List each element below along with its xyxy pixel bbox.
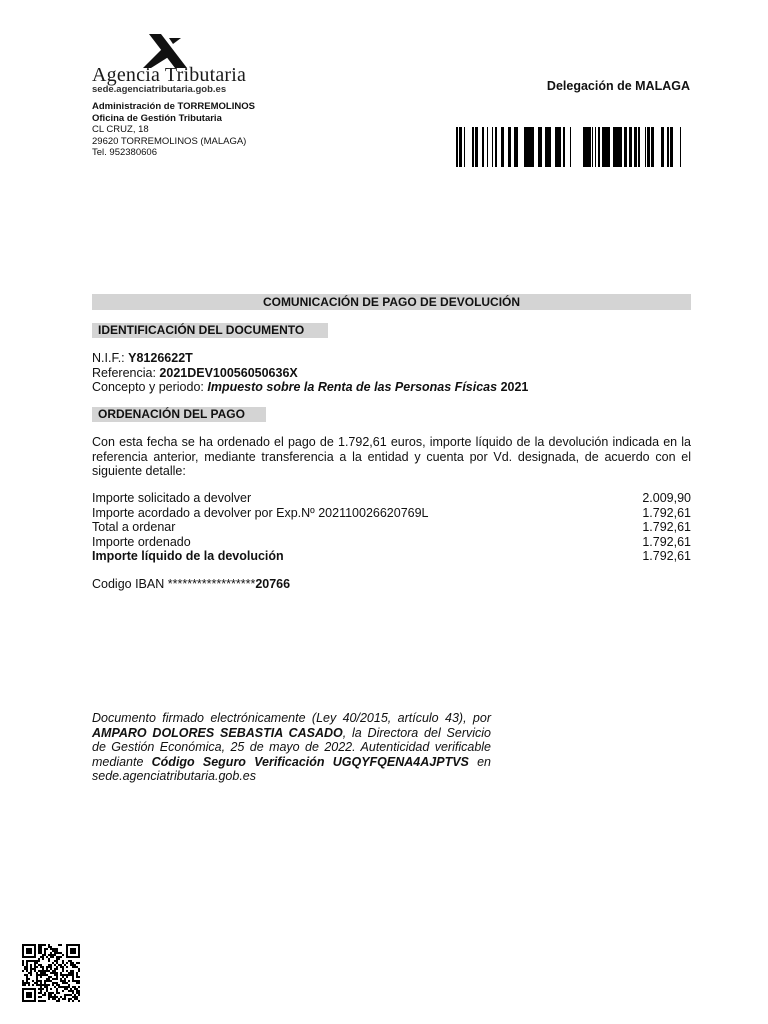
signer-name: AMPARO DOLORES SEBASTIA CASADO — [92, 725, 343, 740]
signature-text-1: Documento firmado electrónicamente (Ley 40/2015, artículo 43), por — [92, 711, 491, 725]
amount-row — [92, 506, 691, 521]
amount-value: 2.009,90 — [642, 491, 691, 505]
concepto-value: Impuesto sobre la Renta de las Personas Físicas — [207, 380, 498, 394]
nif-value: Y8126622T — [128, 351, 193, 365]
amount-value: 1.792,61 — [642, 520, 691, 534]
amount-row-total — [92, 549, 691, 564]
delegacion-heading: Delegación de MALAGA — [546, 79, 690, 93]
amount-row — [92, 491, 691, 506]
nif-label: N.I.F.: — [92, 351, 125, 365]
signature-block — [92, 711, 491, 784]
ref-row — [92, 366, 528, 381]
periodo-value: 2021 — [500, 380, 529, 394]
iban-last-digits: 20766 — [255, 577, 291, 591]
qr-code-icon — [22, 944, 80, 1002]
nif-row — [92, 351, 528, 366]
ref-label: Referencia: — [92, 365, 156, 380]
office-line-2: Oficina de Gestión Tributaria — [92, 112, 222, 124]
section-ordenacion: ORDENACIÓN DEL PAGO — [92, 407, 266, 422]
iban-mask: ****************** — [167, 577, 256, 591]
logo-text: Agencia Tributaria — [92, 64, 247, 86]
barcode-icon — [456, 127, 686, 167]
agencia-tributaria-logo-icon — [143, 34, 187, 68]
payment-paragraph: Con esta fecha se ha ordenado el pago de 1.792,61 euros, importe líquido de la devolución indicada en la referencia anterior, mediante transferencia a la entidad y cuenta por Vd. designada, de acuerdo con el siguiente detalle: — [92, 435, 691, 478]
logo-url: sede.agenciatributaria.gob.es — [92, 84, 227, 95]
identification-block — [92, 351, 528, 395]
signature-text-3: en sede.agenciatributaria.gob.es — [92, 754, 491, 783]
office-line-3: CL CRUZ, 18 — [92, 124, 149, 135]
iban-label: Codigo IBAN — [92, 577, 165, 591]
csv-code: UGQYFQENA4AJPTVS — [332, 754, 469, 769]
ref-value: 2021DEV10056050636X — [159, 365, 298, 380]
office-line-1: Administración de TORREMOLINOS — [92, 101, 255, 112]
concepto-label: Concepto y periodo: — [92, 380, 204, 394]
amount-label: Importe acordado a devolver por Exp.Nº 202110026620769L — [92, 505, 429, 520]
csv-label: Código Seguro Verificación — [151, 754, 325, 769]
amounts-table — [92, 491, 691, 564]
amount-label: Importe solicitado a devolver — [92, 491, 252, 505]
amount-label: Total a ordenar — [92, 520, 176, 534]
amount-label: Importe ordenado — [92, 534, 191, 549]
document-title: COMUNICACIÓN DE PAGO DE DEVOLUCIÓN — [92, 294, 691, 310]
amount-row — [92, 520, 691, 535]
amount-label: Importe líquido de la devolución — [92, 549, 284, 563]
concepto-row — [92, 380, 528, 395]
office-address — [92, 101, 255, 159]
amount-value: 1.792,61 — [642, 505, 691, 520]
amount-value: 1.792,61 — [642, 549, 691, 563]
section-identificacion: IDENTIFICACIÓN DEL DOCUMENTO — [92, 323, 328, 338]
office-line-4: 29620 TORREMOLINOS (MALAGA) — [92, 135, 247, 147]
amount-row — [92, 535, 691, 550]
signature-text-2: , la Directora del Servicio de Gestión Económica, 25 de mayo de 2022. Autenticidad verificable mediante — [92, 725, 491, 769]
iban-row — [92, 577, 290, 592]
amount-value: 1.792,61 — [642, 534, 691, 549]
office-line-5: Tel. 952380606 — [92, 147, 157, 158]
